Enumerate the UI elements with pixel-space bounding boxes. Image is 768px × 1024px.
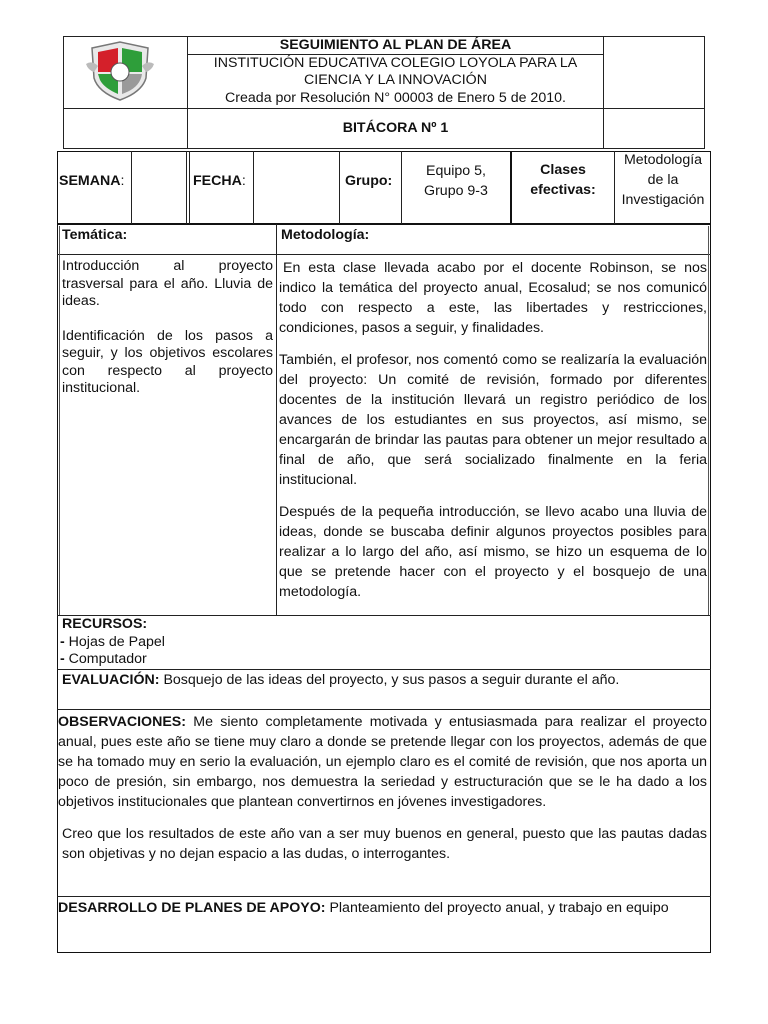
metodologia-value bbox=[615, 150, 711, 210]
recursos-item-2-text: Computador bbox=[68, 651, 147, 667]
semana-label: SEMANA bbox=[59, 173, 121, 189]
observaciones-section bbox=[58, 712, 707, 864]
info-vline-1 bbox=[131, 151, 132, 224]
metodologia-line-2: de la bbox=[647, 172, 679, 188]
grupo-value-line-1: Equipo 5, bbox=[426, 163, 486, 179]
info-vline-3 bbox=[189, 151, 190, 224]
institution-line-2: CIENCIA Y LA INNOVACIÓN bbox=[304, 72, 487, 88]
fecha-label: FECHA bbox=[193, 173, 242, 189]
semana-label-cell bbox=[59, 172, 131, 190]
evaluacion-label: EVALUACIÓN: bbox=[62, 672, 160, 688]
tematica-paragraph-1: Introducción al proyecto trasversal para el año. Lluvia de ideas. bbox=[62, 258, 273, 309]
recursos-item-2: - Computador bbox=[60, 651, 147, 667]
shield-icon bbox=[84, 38, 156, 102]
recursos-section bbox=[60, 616, 700, 669]
tematica-content bbox=[62, 258, 273, 398]
recursos-item-1: - Hojas de Papel bbox=[60, 633, 165, 650]
fecha-colon: : bbox=[241, 173, 246, 189]
school-logo bbox=[84, 38, 156, 102]
bitacora-title: BITÁCORA Nº 1 bbox=[342, 120, 449, 136]
recursos-item-1-text: Hojas de Papel bbox=[68, 633, 165, 650]
metodologia-paragraph-1: En esta clase llevada acabo por el docente Robinson, se nos indico la temática del proyecto anual, Ecosalud; se nos comunicó todo con respecto a este, las libertades y restricciones, condiciones, pasos a seguir, y finalidades. bbox=[279, 260, 707, 336]
info-vline-2 bbox=[186, 151, 187, 224]
evaluacion-text: Bosquejo de las ideas del proyecto, y sus pasos a seguir durante el año. bbox=[163, 672, 620, 688]
fecha-label-cell bbox=[193, 172, 253, 190]
observaciones-text-1: Me siento completamente motivada y entusiasmada para realizar el proyecto anual, pues este año se tiene muy claro a donde se pretende llegar con los proyectos, además de que se ha tomado muy en serio la evaluación, un ejemplo claro es el comité de revisión, que nos aporta un poco de presión, sin embargo, nos demuestra la seriedad y estructuración que se le ha dado a los objetivos institucionales que plantean convertirnos en jóvenes investigadores. bbox=[58, 714, 707, 810]
row-line-evaluacion bbox=[57, 669, 711, 670]
tematica-paragraph-2: Identificación de los pasos a seguir, y los objetivos escolares con respecto al proyecto institucional. bbox=[62, 327, 273, 396]
info-vline-5 bbox=[339, 151, 340, 224]
metodologia-content bbox=[279, 258, 707, 602]
recursos-label: RECURSOS: bbox=[62, 616, 148, 632]
grupo-value bbox=[402, 161, 510, 201]
resolution-line: Creada por Resolución N° 00003 de Enero 5 de 2010. bbox=[225, 90, 566, 106]
info-vline-4 bbox=[253, 151, 254, 224]
header-row-underline bbox=[57, 254, 711, 255]
tematica-metodologia-divider bbox=[276, 224, 277, 615]
row-line-desarrollo bbox=[57, 896, 711, 897]
grupo-value-line-2: Grupo 9-3 bbox=[424, 183, 488, 199]
grupo-label: Grupo: bbox=[345, 173, 393, 189]
metodologia-label: Metodología: bbox=[281, 227, 370, 243]
clases-efectivas-label bbox=[512, 160, 614, 200]
desarrollo-text: Planteamiento del proyecto anual, y trabajo en equipo bbox=[329, 900, 669, 916]
clases-line-1: Clases bbox=[540, 162, 586, 178]
desarrollo-section bbox=[58, 898, 678, 918]
observaciones-paragraph-1 bbox=[58, 712, 707, 812]
semana-colon: : bbox=[120, 173, 125, 189]
metodologia-line-1: Metodología bbox=[623, 152, 703, 168]
inner-right-border bbox=[708, 226, 709, 615]
row-line-observaciones bbox=[57, 709, 711, 710]
header-hline-2 bbox=[63, 108, 705, 109]
inner-left-border bbox=[59, 226, 60, 615]
metodologia-paragraph-2: También, el profesor, nos comentó como se realizaría la evaluación del proyecto: Un comité de revisión, formado por diferentes docentes de la institución llevará un registro periódico de los avances de los estudiantes en sus proyectos, así mismo, se encargarán de brindar las pautas para obtener un mejor resultado a final de año, que será socializado finalmente en la feria institucional. bbox=[279, 352, 707, 488]
header-vline-2 bbox=[603, 36, 604, 149]
evaluacion-section bbox=[62, 671, 702, 689]
clases-line-2: efectivas: bbox=[530, 182, 596, 198]
observaciones-paragraph-2: Creo que los resultados de este año van a ser muy buenos en general, puesto que las pautas dadas son objetivas y no dejan espacio a las dudas, o interrogantes. bbox=[62, 826, 707, 862]
metodologia-line-3: Investigación bbox=[621, 192, 705, 208]
observaciones-label: OBSERVACIONES: bbox=[58, 714, 186, 730]
tematica-label: Temática: bbox=[62, 227, 128, 243]
institution-line-1: INSTITUCIÓN EDUCATIVA COLEGIO LOYOLA PARA LA bbox=[213, 55, 578, 71]
desarrollo-label: DESARROLLO DE PLANES DE APOYO: bbox=[58, 900, 326, 916]
metodologia-paragraph-3: Después de la pequeña introducción, se llevo acabo una lluvia de ideas, donde se buscaba definir algunos proyectos posibles para realizar a lo largo del año, así mismo, se hizo un esquema de lo que se pretende hacer con el proyecto y el bosquejo de una metodología. bbox=[279, 504, 707, 600]
header-title: SEGUIMIENTO AL PLAN DE ÁREA bbox=[279, 37, 512, 53]
